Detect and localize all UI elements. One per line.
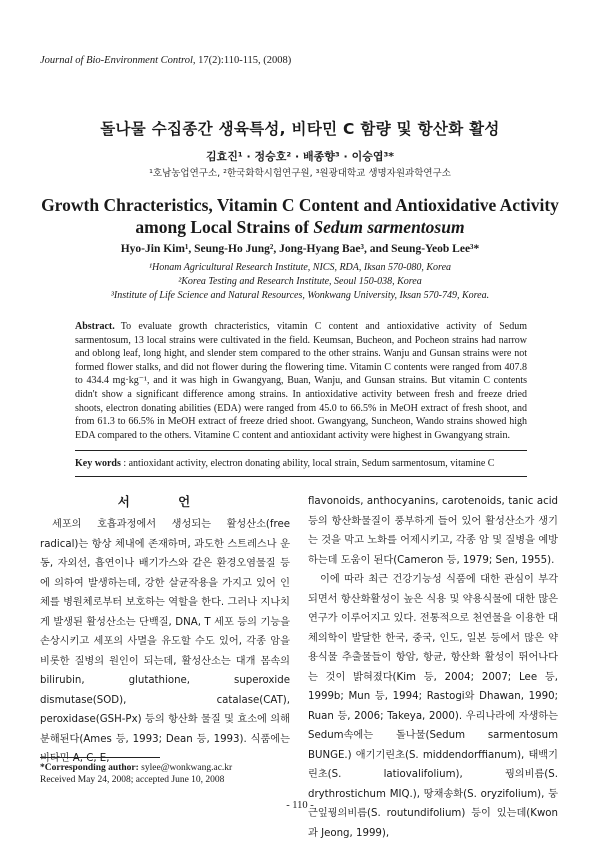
section-heading-introduction: 서 언: [117, 494, 213, 509]
received-dates: Received May 24, 2008; accepted June 10, 2008: [40, 775, 225, 785]
journal-issue: 17(2):110-115, (2008): [198, 55, 292, 66]
keywords-text: : antioxidant activity, electron donating ability, local strain, Sedum sarmentosum, vitamine C: [123, 458, 495, 469]
corresponding-author-email[interactable]: sylee@wonkwang.ac.kr: [141, 763, 233, 773]
journal-header: [40, 55, 291, 66]
right-paragraph-1: flavonoids, anthocyanins, carotenoids, tanic acid 등의 항산화물질이 풍부하게 들어 있어 활성산소가 생기는 것을 막고 노화를 어제시키고, 각종 암 및 질병을 예방하는데 도움이 된다(Cameron 등, 1979; Sen, 1955).: [308, 496, 558, 566]
footnote-rule: [40, 757, 160, 758]
korean-title: 돌나물 수집종간 생육특성, 비타민 C 함량 및 항산화 활성: [100, 120, 500, 138]
english-title-species: Sedum sarmentosum: [313, 217, 465, 237]
keywords-bottom-rule: [75, 476, 527, 477]
affiliation-1: ¹Honam Agricultural Research Institute, NICS, RDA, Iksan 570-080, Korea: [148, 262, 452, 273]
affiliation-3: ³Institute of Life Science and Natural Resources, Wonkwang University, Iksan 570-749, Korea.: [110, 290, 490, 301]
abstract-text: To evaluate growth chracteristics, vitamin C content and antioxidative activity of Sedum sarmentosum, 13 local strains were cultivated in the field. Keumsan, Bucheon, and Pocheon strains had narrow and oblong leaf, long hight, and slender stem compared to the other strains. Wanju and Gunsan strains were not formed flower stalks, and did not flower during the flowering time. Vitamin C contents were ranged from 407.8 to 434.4 mg·kg⁻¹, and it was high in Gwangyang, Buan, Wanju, and Gunsan strains. But vitamin C contents didn't show a significant difference among strains. In antioxidative activity between fresh and freeze dried shoots, electron donating abilities (EDA) were ranged from 45.0 to 66.5% in MeOH extract of fresh shoot, and from 61.3 to 66.5% in MeOH extract of freeze dried shoot. Gwangyang, Suncheon, Wando strains showed high EDA compared to the others. Vitamine C content and antioxidant activity were highest in Gwangyang strain.: [75, 321, 527, 441]
corresponding-author: [40, 762, 300, 774]
left-paragraph-1: 세포의 호흡과정에서 생성되는 활성산소(free radical)는 항상 체내에 존재하며, 과도한 스트레스나 운동, 자외선, 흡연이나 배기가스와 같은 환경오염물질 등에 의하여 발생하는데, 강한 살균작용을 가지고 있어 인체를 병원체로부터 보호하는 역할을 한다. 그러나 지나치게 발생된 활성산소는 단백질, DNA, T 세포 등의 기능을 손상시키고 세포의 사멸을 유도할 수도 있어, 각종 암을 비롯한 질병의 원인이 되는데, 활성산소는 대개 몸속의 bilirubin, glutathione, superoxide dismutase(SOD), catalase(CAT), peroxidase(GSH-Px) 등의 항산화 물질 및 효소에 의해 분해된다(Ames 등, 1993; Dean 등, 1993). 식품에는 비타민 A, C, E,: [40, 519, 290, 764]
left-column: [40, 515, 290, 769]
english-affiliations: [0, 261, 600, 303]
english-title-line1: Growth Chracteristics, Vitamin C Content and Antioxidative Activity: [41, 195, 559, 215]
abstract-label: Abstract.: [75, 321, 115, 332]
affiliation-2: ²Korea Testing and Research Institute, Seoul 150-038, Korea: [178, 276, 422, 287]
english-title-line2: [0, 216, 600, 238]
journal-name: Journal of Bio-Environment Control,: [40, 55, 196, 66]
english-authors: Hyo-Jin Kim¹, Seung-Ho Jung², Jong-Hyang Bae³, and Seung-Yeob Lee³*: [120, 243, 480, 255]
keywords: [75, 458, 527, 469]
right-column: [308, 492, 558, 843]
right-paragraph-2: 이에 따라 최근 건강기능성 식품에 대한 관심이 부각되면서 항산화활성이 높은 식용 및 약용식물에 대한 많은 연구가 이루어지고 있다. 전통적으로 천연물을 이용한 대체의학이 발달한 한국, 중국, 인도, 일본 등에서 많은 약용식물 추출물들이 항암, 항균, 항산화 활성이 뛰어나다는 것이 밝혀졌다(Kim 등, 2004; 2007; Lee 등, 1999b; Mun 등, 1994; Rastogi와 Dhawan, 1990; Ruan 등, 2006; Takeya, 2000). 우리나라에 자생하는 Sedum속에는 돌나물(Sedum sarmentosum BUNGE.) 애기기린초(S. middendorffianum), 태백기린초(S. latiovalifolium), 꿩의비름(S. drythrostichum MIQ.), 땅채송화(S. oryzifolium), 둥근잎꿩의비름(S. routundifolium) 등이 있는데(Kwon과 Jeong, 1999),: [308, 574, 558, 839]
korean-authors: 김효진¹ · 정승호² · 배종향³ · 이승엽³*: [205, 150, 395, 163]
page-number: - 110 -: [286, 800, 314, 811]
keywords-label: Key words: [75, 458, 121, 469]
abstract: [75, 320, 527, 442]
korean-affiliations: ¹호남농업연구소, ²한국화학시험연구원, ³원광대학교 생명자원과학연구소: [149, 168, 451, 179]
footnote: [40, 762, 300, 786]
english-title-prefix: among Local Strains of: [135, 217, 314, 237]
english-title: [0, 194, 600, 238]
keywords-top-rule: [75, 450, 527, 451]
corresponding-author-label: *Corresponding author:: [40, 763, 139, 773]
